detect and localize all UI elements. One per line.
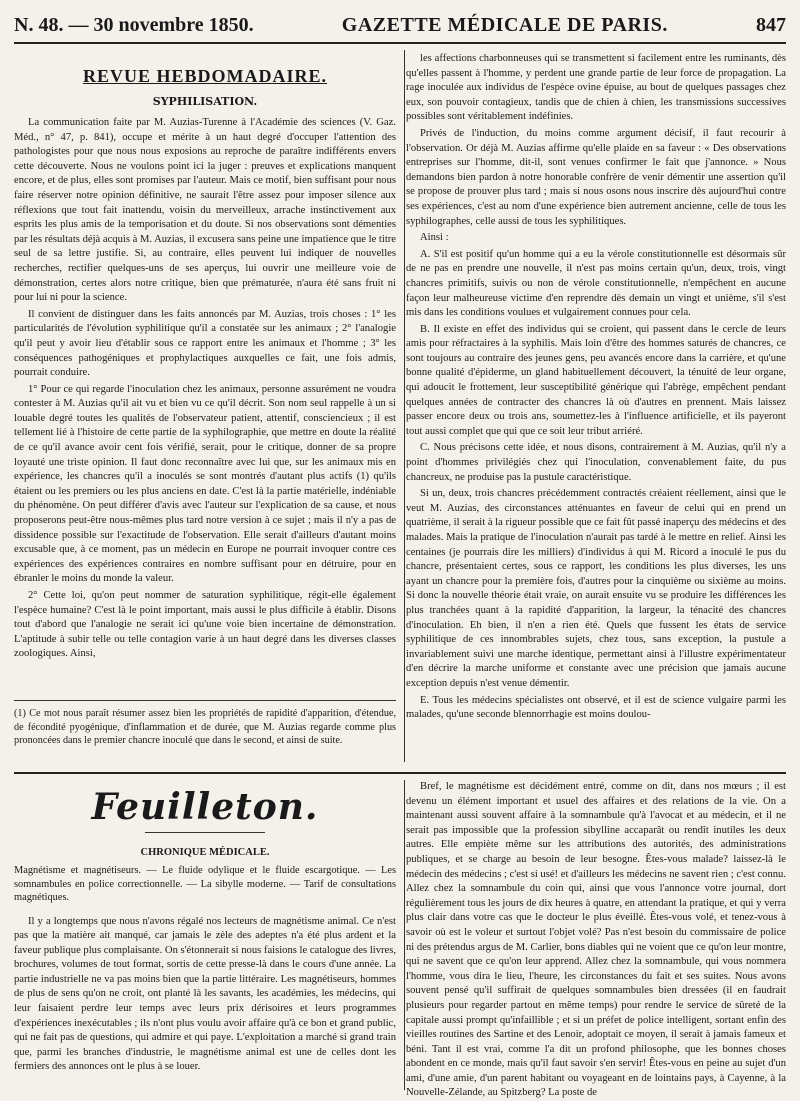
feuilleton-paragraph: Bref, le magnétisme est décidément entré, comme on dit, dans nos mœurs ; il est devenu un élément important et usuel des affaires et des relations de la vie. On a maintenant aussi souvent affaire à la somnambule qu'à l'avocat et au médecin, et il ne serait pas impossible que la profession sibylline accaparât ou rendît inutiles les deux autres. Elle empiète même sur les attributions des autorités, des administrations publiques, et se charge au besoin de leur besogne. Êtes-vous malade? laissez-là le médecin des médecins ; c'est si usé! et d'ailleurs les médecins ne savent rien ; c'est connu. Allez chez la somnambule du coin qui, ainsi que vous l'annonce votre journal, dort régulièrement tous les jours de dix heures à quatre, en attendant la pratique, et qui y verra plus clair dans votre cas que le docteur le plus éveillé. Êtes-vous volé, et tenez-vous à savoir où est le voleur et surtout l'objet volé? Pas n'est besoin du commissaire de police ni des prétendus argus de M. Carlier, bons diables qui ne voient que ce qu'on leur montre, qui ne savent que ce qu'on leur apprend. Allez chez la somnambule, qui vous nommera l'homme, vous dira le lieu, l'heure, les circonstances du fait et ses suites. Nous avons souvent pensé qu'il suffirait de quelques somnambules bien dressées (il en faudrait plusieurs pour regarder partout en même temps) pour rendre le service de sûreté de la capitale aussi prompt qu'infaillible ; et si un préfet de police intelligent, sortant enfin des vieilles routines des Sartine et des Lenoir, adoptait ce moyen, il serait à jamais fameux et béni. Tant il est vrai, comme l'a dit un profond philosophe, que les bonnes choses abondent en ce monde, mais qu'il faut savoir s'en servir! Êtes-vous en peine au sujet d'un ami, d'une amie, d'un parent habitant ou voyageant en de lointains pays, à Cayenne, à la Nouvelle-Zélande, au Spitzberg? La poste de <box>406 781 786 1099</box>
top-section <box>14 52 786 752</box>
journal-title: GAZETTE MÉDICALE DE PARIS. <box>341 13 668 36</box>
footnote-area <box>14 700 396 748</box>
revue-paragraph: Il convient de distinguer dans les faits annoncés par M. Auzias, trois choses : 1° les particularités de l'évolution syphilitique qu'il a constatée sur les animaux ; 2° l'analogie qu'il peut y avoir lieu d'établir sous ce rapport entre les animaux et l'homme ; 3° les conséquences pathogéniques et prophylactiques auxquelles ce fait, une fois admis, pourrait conduire. <box>14 308 396 379</box>
revue-paragraph: 1° Pour ce qui regarde l'inoculation chez les animaux, personne assurément ne voudra contester à M. Auzias qu'il ait vu et bien vu ce qu'il décrit. Son nom seul rappelle à un si louable degré toutes les qualités de l'observateur patient, attentif, consciencieux ; il est tellement lié à l'histoire de cette partie de la syphilographie, que mettre en doute la réalité de ce qu'il avance avoir cent fois vérifié, serait, pour le critique, donner de sa propre loyauté une triste opinion. Il faut donc reconnaître avec lui que, sur les animaux mis en expérience, les chancres qu'il a inoculés se sont montrés d'autant plus actifs (1) qu'ils étaient ou les premiers ou les plus anciens en date. C'est là la partie matérielle, indéniable du phénomène. On peut différer d'avis avec l'auteur sur l'explication de sa cause, et nous proposerons peut-être nous-mêmes plus tard notre version à ce sujet ; mais il n'y a pas de dissidence possible sur l'exactitude de l'observation. Elle serait d'ailleurs d'autant moins excusable que, à ce moment, pas un médecin en Europe ne pourrait invoquer contre ces expériences des expériences contraires en nombre suffisant pour en détruire, pour en ébranler le moins du monde la valeur. <box>14 383 396 585</box>
feuilleton-section <box>14 780 786 1099</box>
footnote: (1) Ce mot nous paraît résumer assez bien les propriétés de rapidité d'apparition, d'étendue, de fécondité pyogénique, d'inflammation et de durée, que M. Auzias regarde comme plus prononcées dans le premier chancre inoculé que dans le second, et ainsi de suite. <box>14 708 396 747</box>
chronique-summary: Magnétisme et magnétiseurs. — Le fluide odylique et le fluide escargotique. — Les somnambules en police correctionnelle. — La sibylle moderne. — Tarif de consultations magnétiques. <box>14 865 396 903</box>
chronique-heading: CHRONIQUE MÉDICALE. <box>140 847 270 858</box>
page-number: 847 <box>756 13 786 36</box>
revue-column <box>14 52 396 752</box>
feuilleton-separator <box>14 772 786 774</box>
article-paragraph: B. Il existe en effet des individus qui se croient, qui passent dans le cercle de leurs amis pour réfractaires à la syphilis. Mais loin d'être des hommes saturés de chancres, ce sont toujours au contraire des jeunes gens, peu avancés encore dans la carrière, et qu'une bonne qualité d'épiderme, un gland habituellement découvert, la ténuité de leur organe, qui adoucit le frottement, leur susceptibilité générique qui l'abrège, empêchent pendant quelques années de contracter des chancres là où d'autres en prennent. Mais laissez passer encore deux ou trois ans, soumettez-les à l'influence artificielle, et ils payeront tout aussi complet que qui que ce soit leur tribut arriéré. <box>406 323 786 437</box>
issue-number-date: N. 48. — 30 novembre 1850. <box>14 13 254 36</box>
article-paragraph: Privés de l'induction, du moins comme argument décisif, il faut recourir à l'observation. Or déjà M. Auzias affirme qu'elle plaide en sa faveur : « Des observations entreprises sur l'homme, dit-il, sont venues confirmer le fait que j'annonce. » Nous demandons bien pardon à notre honorable confrère de venir démentir une assertion qu'il se propose de prouver plus tard ; mais si nous osons nous inscrire dès aujourd'hui contre ses expériences, c'est au nom d'une expérience bien autrement ancienne, celle de tous les syphilographes, celle aussi de tous les syphilitiques. <box>406 127 786 227</box>
article-paragraph: E. Tous les médecins spécialistes ont observé, et il est de science vulgaire parmi les malades, qu'une seconde blennorrhagie est moins doulou- <box>406 694 786 721</box>
article-paragraph: les affections charbonneuses qui se transmettent si facilement entre les ruminants, dès qu'elles passent à l'homme, y perdent une grande partie de leur force de propagation. La rage inoculée aux individus de l'espèce ovine épuise, au bout de quelques passages chez eux, son pouvoir contagieux, tandis que de chien à chien, les transmissions successives possibles sont véritablement indéfinies. <box>406 53 786 123</box>
feuilleton-title: Feuilleton. <box>91 786 319 828</box>
feuilleton-right-column <box>406 780 786 1099</box>
footnote-rule <box>14 700 396 701</box>
revue-title: REVUE HEBDOMADAIRE. <box>82 66 328 86</box>
feuilleton-left-column <box>14 780 396 1090</box>
article-paragraph: Ainsi : <box>420 232 449 244</box>
article-paragraph: Si un, deux, trois chancres précédemment contractés créaient réellement, ainsi que le veut M. Auzias, des circonstances atténuantes en faveur de celui qui en prend un quatrième, il serait à la rigueur possible que ce fait fût passé inaperçu des médecins et des malades. Mais la pratique de l'inoculation n'aurait pas tardé à le mettre en relief. Ainsi les centaines (je pourrais dire les milliers) d'individus à qui M. Ricord a inoculé le pus du chancre, présentaient certes, sous ce rapport, les conditions les plus diverses, les uns ayant un chancre pour la première fois, d'autres pour la cinquième ou sixième au moins. Si donc la nouvelle théorie était vraie, on aurait ensuite vu se produire les différences les plus tranchées quant à la rapidité d'apparition, la largeur, la ténacité des chancres d'inoculation. Eh bien, il n'en a rien été. Quels que fussent les états de service syphilitique de ces innombrables sujets, chez tous, sans exception, la pustule a invariablement suivi une marche identique, permettant ainsi à l'illustre expérimentateur d'en décrire la marche uniforme et constante avec une précision que jamais aucune exception depuis n'est venue démentir. <box>406 488 786 689</box>
revue-paragraph: La communication faite par M. Auzias-Turenne à l'Académie des sciences (V. Gaz. Méd., n° 47, p. 841), occupe et mérite à un haut degré d'occuper l'attention des pathologistes pour que nous nous exposions au reproche de paraître indifférents envers cette découverte. Nous ne voulons point ici la juger : preuves et explications manquent encore, et de plus, elles sont promises par l'auteur. Mais ce motif, bien suffisant pour nous faire réserver notre opinion définitive, ne saurait l'être assez pour imposer silence aux réflexions que tout fait inattendu, voisin du merveilleux, arrache instinctivement aux esprits les plus amis de la temporisation et du doute. Si nos observations sont démenties par les résultats déjà acquis à M. Auzias, il excusera sans peine une impatience que le titre seul de sa lettre justifie. Si, au contraire, elles peuvent lui indiquer de nouvelles recherches, rectifier quelques-uns de ses aperçus, lui ouvrir une meilleure voie de démonstration, certes alors notre critique, bien que prématurée, n'aura été sans fruit ni pour lui ni pour la science. <box>14 117 396 304</box>
feuilleton-paragraph: Il y a longtemps que nous n'avons régalé nos lecteurs de magnétisme animal. Ce n'est pas que la matière ait manqué, car jamais le zèle des adeptes n'a été plus ardent et la faveur publique plus complaisante. On s'étonnerait si nous faisions le catalogue des livres, brochures, volumes de tout format, sortis de cette presse-là dans le cours d'une année. La partie industrielle ne va pas moins bien que la partie littéraire. Les magnétiseurs, hommes de plus de sens qu'on ne croit, ont planté là les savants, les académies, les médecins, qui leur faisaient perdre leur temps avec leurs prix dérisoires et leurs programmes d'expériences inexécutables ; ils n'ont plus voulu avoir affaire qu'à ce bon et grand public, qui ne fait pas de questions, qui admire et qui paye. L'exploitation a marché si grand train que, parmi les branches d'industrie, le magnétisme animal est une de celles dont les fermiers des annonces ont le plus à se louer. <box>14 915 397 1073</box>
article-paragraph: C. Nous précisons cette idée, et nous disons, contrairement à M. Auzias, qu'il n'y a point d'hommes privilégiés chez qui l'inoculation, convenablement faite, du pus chancreux, ne produise pas la pustule caractéristique. <box>406 442 786 483</box>
right-article-column <box>406 52 786 752</box>
revue-subtitle: SYPHILISATION. <box>152 95 258 108</box>
feuilleton-divider <box>145 832 265 833</box>
page-header <box>14 8 786 44</box>
revue-paragraph: 2° Cette loi, qu'on peut nommer de saturation syphilitique, régit-elle également l'espèce humaine? C'est là le point important, mais aussi le plus difficile à établir. Disons tout d'abord que l'analogie ne serait ici qu'une voie bien incertaine de démonstration. L'aptitude à subir telle ou telle contagion varie à un haut degré dans les diverses classes zoologiques. Ainsi, <box>14 590 396 660</box>
article-paragraph: A. S'il est positif qu'un homme qui a eu la vérole constitutionnelle est désormais sûr de ne pas en prendre une nouvelle, il n'est pas moins certain qu'un, deux, trois, vingt chancres primitifs, suivis ou non de vérole constitutionnelle, n'empêchent en aucune façon leur malheureuse victime d'en reprendre dès demain un vingt et unième, s'il s'est mis dans les conditions voulues et vulgairement connues pour cela. <box>406 248 786 319</box>
